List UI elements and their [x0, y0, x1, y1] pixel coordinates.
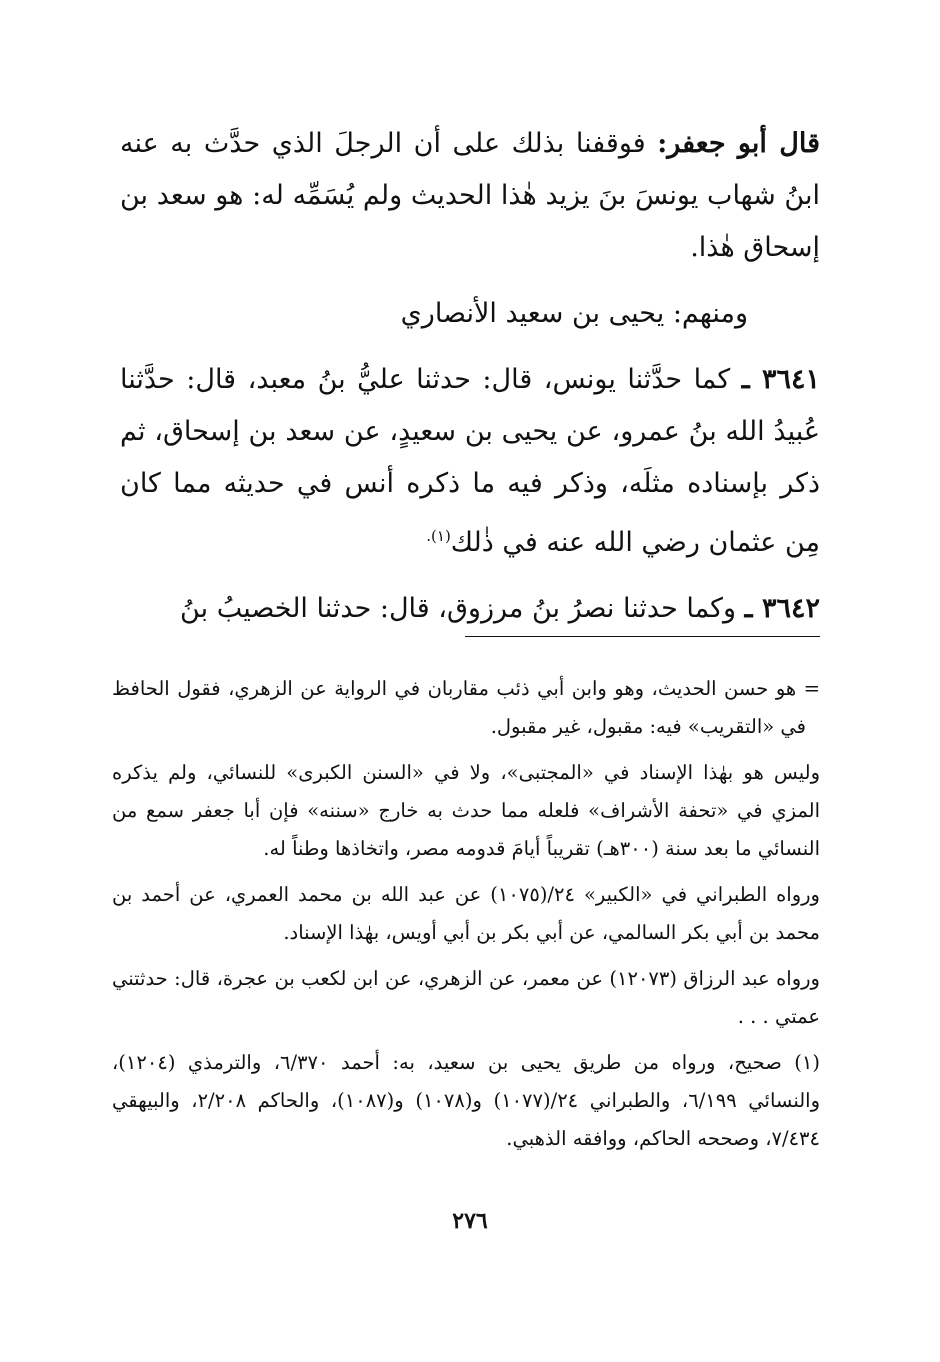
footnote-paragraph: وليس هو بهٰذا الإسناد في «المجتبى»، ولا في «السنن الكبرى» للنسائي، ولم يذكره المزي في «تحفة الأشراف» فلعله مما حدث به خارج «سننه» فإن أبا جعفر سمع من النسائي ما بعد سنة (٣٠٠هـ) تقريباً أيامَ قدومه مصر، واتخاذها وطناً له. [112, 761, 820, 860]
paragraph-lead: قال أبو جعفر: [657, 128, 820, 159]
footnote-paragraph: ورواه عبد الرزاق (١٢٠٧٣) عن معمر، عن الزهري، عن ابن لكعب بن عجرة، قال: حدثتني عمتي . . . [112, 967, 820, 1028]
hadith-text: كما حدَّثنا يونس، قال: حدثنا عليُّ بنُ معبد، قال: حدَّثنا عُبيدُ الله بنُ عمرو، عن يحيى بن سعيدٍ، عن سعد بن إسحاق، ثم ذكر بإسناده مثلَه، وذكر فيه ما ذكره أنس في حديثه مما كان مِن عثمان رضي الله عنه في ذٰلك [120, 364, 820, 558]
paragraph-narrator-heading [120, 288, 820, 340]
footnote-1: (١) صحيح، ورواه من طريق يحيى بن سعيد، به: أحمد ٦/٣٧٠، والترمذي (١٢٠٤)، والنسائي ٦/١٩٩، والطبراني ٢٤/(١٠٧٧) و(١٠٧٨) و(١٠٨٧)، والحاكم ٢/٢٠٨، والبيهقي ٧/٤٣٤، وصححه الحاكم، ووافقه الذهبي. [112, 1051, 820, 1150]
main-text [120, 118, 820, 635]
footnote-reference: (١). [426, 527, 451, 545]
hadith-number: ٣٦٤١ ـ [741, 364, 821, 395]
page-number: ٢٧٦ [452, 1208, 488, 1234]
hadith-3642 [120, 583, 820, 635]
hadith-3641 [120, 354, 820, 569]
hadith-text: وكما حدثنا نصرُ بنُ مرزوق، قال: حدثنا الخصيبُ بنُ [180, 593, 737, 624]
footnote-continuation: = هو حسن الحديث، وهو وابن أبي ذئب مقاربان في الرواية عن الزهري، فقول الحافظ في «التقريب» فيه: مقبول، غير مقبول. [112, 677, 820, 738]
footnote-divider [465, 636, 820, 637]
footnotes [112, 670, 820, 1158]
paragraph-abu-jafar [120, 118, 820, 274]
paragraph-text: ومنهم: يحيى بن سعيد الأنصاري [400, 298, 748, 329]
paragraph-text: فوقفنا بذلك على أن الرجلَ الذي حدَّث به عنه ابنُ شهاب يونسَ بنَ يزيد هٰذا الحديث ولم يُسَمِّه له: هو سعد بن إسحاق هٰذا. [120, 128, 820, 263]
hadith-number: ٣٦٤٢ ـ [744, 593, 820, 624]
footnote-paragraph: ورواه الطبراني في «الكبير» ٢٤/(١٠٧٥) عن عبد الله بن محمد العمري، عن أحمد بن محمد بن أبي بكر السالمي، عن أبي بكر بن أبي أويس، بهٰذا الإسناد. [112, 883, 820, 944]
